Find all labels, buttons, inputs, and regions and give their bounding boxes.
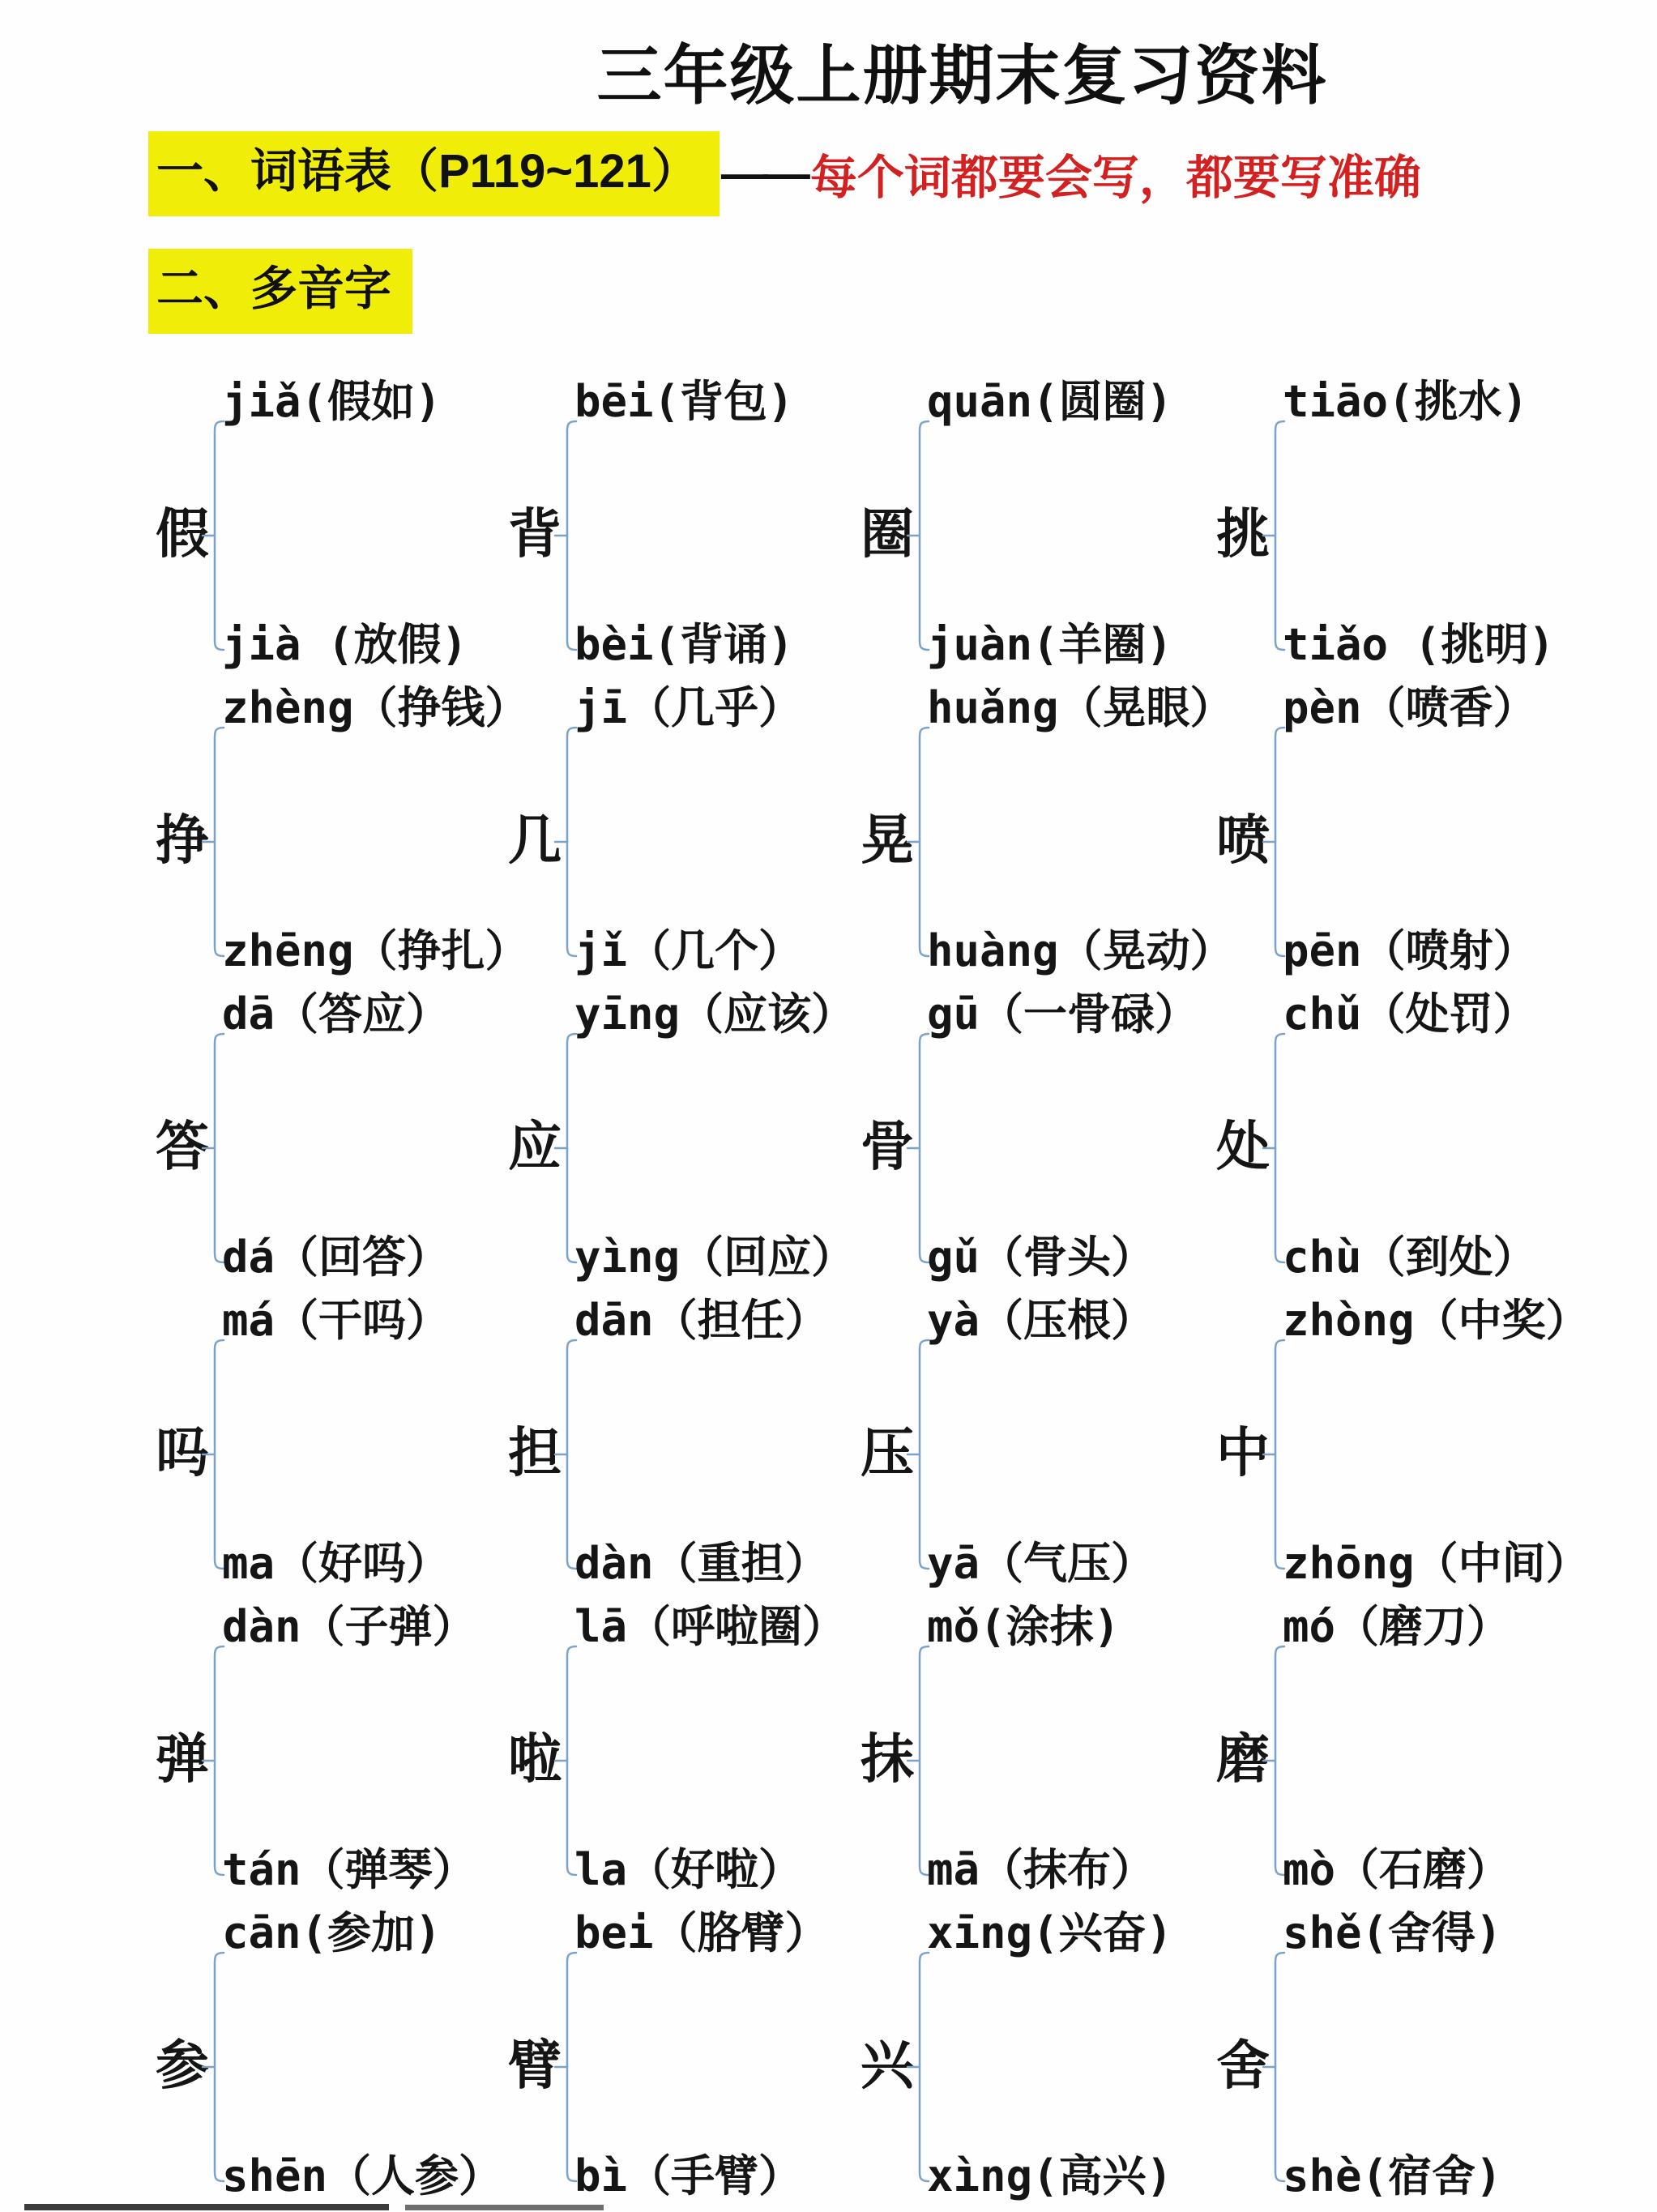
bracket-icon — [1262, 1643, 1286, 1878]
bracket-icon — [553, 724, 578, 959]
polyphone-char: 啦 — [508, 1728, 562, 1789]
polyphone-reading-bottom: jǐ（几个） — [574, 925, 803, 976]
polyphone-entry — [508, 989, 861, 1295]
polyphone-reading-top: dàn（子弹） — [222, 1600, 476, 1652]
bracket-icon — [1262, 418, 1286, 653]
polyphone-reading-bottom: yā（气压） — [927, 1537, 1155, 1589]
heading-dash: —— — [720, 147, 805, 200]
polyphone-reading-top: yà（压根） — [927, 1294, 1155, 1346]
bracket-icon — [201, 1643, 225, 1878]
polyphone-entry — [1216, 989, 1565, 1295]
bracket-icon — [1262, 1949, 1286, 2184]
bracket-icon — [553, 1031, 578, 1266]
polyphone-reading-bottom: dàn（重担） — [574, 1537, 829, 1589]
polyphone-char: 中 — [1216, 1422, 1270, 1483]
polyphone-char: 处 — [1216, 1116, 1270, 1176]
polyphone-reading-top: huǎng（晃眼） — [927, 681, 1234, 733]
bracket-icon — [201, 1031, 225, 1266]
polyphone-char: 压 — [861, 1422, 914, 1483]
polyphone-reading-bottom: pēn（喷射） — [1283, 925, 1537, 976]
bracket-icon — [1262, 1031, 1286, 1266]
bracket-icon — [553, 1643, 578, 1878]
polyphone-reading-bottom: zhēng（挣扎） — [222, 925, 529, 976]
polyphone-reading-top: jī（几乎） — [574, 681, 803, 733]
section-two-heading: 二、多音字 — [148, 249, 412, 334]
polyphone-entry — [508, 682, 861, 989]
polyphone-entry — [508, 1601, 861, 1907]
polyphone-grid — [156, 376, 1657, 2212]
polyphone-entry — [156, 681, 529, 989]
polyphone-reading-bottom: yìng（回应） — [574, 1231, 856, 1283]
bracket-icon — [201, 1949, 225, 2184]
polyphone-reading-bottom: xìng(高兴) — [927, 2150, 1173, 2201]
polyphone-reading-bottom: zhōng（中间） — [1283, 1537, 1590, 1589]
polyphone-reading-top: zhèng（挣钱） — [222, 681, 529, 733]
bracket-icon — [553, 1337, 578, 1572]
polyphone-char: 几 — [508, 809, 562, 870]
polyphone-reading-top: shě(舍得) — [1283, 1907, 1502, 1958]
polyphone-entry — [156, 1907, 508, 2212]
polyphone-char: 骨 — [861, 1116, 914, 1176]
polyphone-char: 臂 — [508, 2035, 562, 2095]
polyphone-reading-top: mó（磨刀） — [1283, 1600, 1511, 1652]
polyphone-reading-bottom: chù（到处） — [1283, 1231, 1537, 1283]
polyphone-reading-top: zhòng（中奖） — [1283, 1294, 1590, 1346]
polyphone-reading-top: gū（一骨碌） — [927, 988, 1199, 1040]
polyphone-reading-top: dā（答应） — [222, 988, 451, 1040]
polyphone-reading-top: dān（担任） — [574, 1294, 829, 1346]
bracket-icon — [1262, 724, 1286, 959]
polyphone-entry — [1216, 1907, 1565, 2212]
section-one-note: 每个词都要会写，都要写准确 — [809, 152, 1421, 205]
polyphone-entry — [861, 376, 1216, 682]
bracket-icon — [906, 1949, 930, 2184]
bracket-icon — [201, 724, 225, 959]
polyphone-char: 担 — [508, 1422, 562, 1483]
section-one-heading-row — [148, 131, 1657, 216]
polyphone-reading-top: chǔ（处罚） — [1283, 988, 1537, 1040]
section-two-heading-row — [148, 249, 1657, 334]
polyphone-reading-top: quān(圆圈) — [927, 375, 1173, 427]
polyphone-entry — [861, 989, 1216, 1295]
bracket-icon — [906, 1337, 930, 1572]
polyphone-reading-bottom: shè(宿舍) — [1283, 2150, 1502, 2201]
polyphone-entry — [861, 1907, 1216, 2212]
bracket-icon — [553, 418, 578, 653]
polyphone-char: 答 — [156, 1116, 209, 1176]
polyphone-entry — [1216, 1601, 1565, 1907]
polyphone-entry — [1216, 376, 1565, 682]
page-title: 三年级上册期末复习资料 — [596, 40, 1328, 112]
polyphone-entry — [508, 1907, 861, 2212]
polyphone-entry — [508, 1295, 861, 1601]
polyphone-char: 喷 — [1216, 809, 1270, 870]
polyphone-reading-bottom: mā（抹布） — [927, 1843, 1155, 1895]
polyphone-char: 磨 — [1216, 1728, 1270, 1789]
polyphone-char: 晃 — [861, 809, 914, 870]
polyphone-char: 应 — [508, 1116, 562, 1176]
polyphone-char: 圈 — [861, 503, 914, 564]
polyphone-reading-bottom: bèi(背诵) — [574, 618, 794, 670]
polyphone-reading-bottom: juàn(羊圈) — [927, 618, 1173, 670]
polyphone-reading-top: lā（呼啦圈） — [574, 1600, 847, 1652]
bracket-icon — [201, 418, 225, 653]
polyphone-entry — [861, 681, 1234, 989]
polyphone-char: 假 — [156, 503, 209, 564]
polyphone-reading-bottom: shēn（人参） — [222, 2150, 503, 2201]
polyphone-reading-bottom: gǔ（骨头） — [927, 1231, 1155, 1283]
polyphone-entry — [1216, 1294, 1590, 1601]
polyphone-reading-bottom: bì（手臂） — [574, 2150, 803, 2201]
polyphone-entry — [861, 1601, 1216, 1907]
polyphone-entry — [508, 376, 861, 682]
polyphone-entry — [861, 1295, 1216, 1601]
polyphone-char: 挣 — [156, 809, 209, 870]
polyphone-reading-bottom: jià (放假) — [222, 618, 468, 670]
polyphone-entry — [156, 1295, 508, 1601]
cropped-next-section-edge — [405, 2205, 604, 2210]
section-one-heading: 一、词语表（P119~121） — [148, 131, 720, 216]
polyphone-char: 弹 — [156, 1728, 209, 1789]
polyphone-reading-top: má（干吗） — [222, 1294, 451, 1346]
bracket-icon — [1262, 1337, 1286, 1572]
bracket-icon — [906, 1643, 930, 1878]
polyphone-reading-top: cān(参加) — [222, 1907, 442, 1958]
bracket-icon — [201, 1337, 225, 1572]
bracket-icon — [906, 418, 930, 653]
polyphone-reading-bottom: huàng（晃动） — [927, 925, 1234, 976]
polyphone-reading-bottom: la（好啦） — [574, 1843, 803, 1895]
polyphone-char: 吗 — [156, 1422, 209, 1483]
polyphone-entry — [156, 1601, 508, 1907]
polyphone-char: 兴 — [861, 2035, 914, 2095]
polyphone-reading-bottom: dá（回答） — [222, 1231, 451, 1283]
polyphone-reading-bottom: mò（石磨） — [1283, 1843, 1511, 1895]
polyphone-reading-bottom: ma（好吗） — [222, 1537, 451, 1589]
polyphone-entry — [156, 376, 508, 682]
polyphone-reading-top: tiāo(挑水) — [1283, 375, 1529, 427]
polyphone-reading-bottom: tiǎo (挑明) — [1283, 618, 1555, 670]
bracket-icon — [906, 724, 930, 959]
polyphone-reading-top: bei（胳臂） — [574, 1907, 829, 1958]
bracket-icon — [553, 1949, 578, 2184]
polyphone-reading-top: xīng(兴奋) — [927, 1907, 1173, 1958]
polyphone-reading-top: yīng（应该） — [574, 988, 856, 1040]
polyphone-reading-top: jiǎ(假如) — [222, 375, 442, 427]
polyphone-char: 舍 — [1216, 2035, 1270, 2095]
polyphone-char: 抹 — [861, 1728, 914, 1789]
cropped-next-section-edge — [24, 2204, 389, 2210]
bracket-icon — [906, 1031, 930, 1266]
polyphone-reading-top: bēi(背包) — [574, 375, 794, 427]
polyphone-char: 挑 — [1216, 503, 1270, 564]
polyphone-reading-bottom: tán（弹琴） — [222, 1843, 476, 1895]
polyphone-char: 参 — [156, 2035, 209, 2095]
polyphone-reading-top: mǒ(涂抹) — [927, 1600, 1121, 1652]
polyphone-char: 背 — [508, 503, 562, 564]
polyphone-entry — [1216, 682, 1565, 989]
polyphone-reading-top: pèn（喷香） — [1283, 681, 1537, 733]
polyphone-entry — [156, 989, 508, 1295]
